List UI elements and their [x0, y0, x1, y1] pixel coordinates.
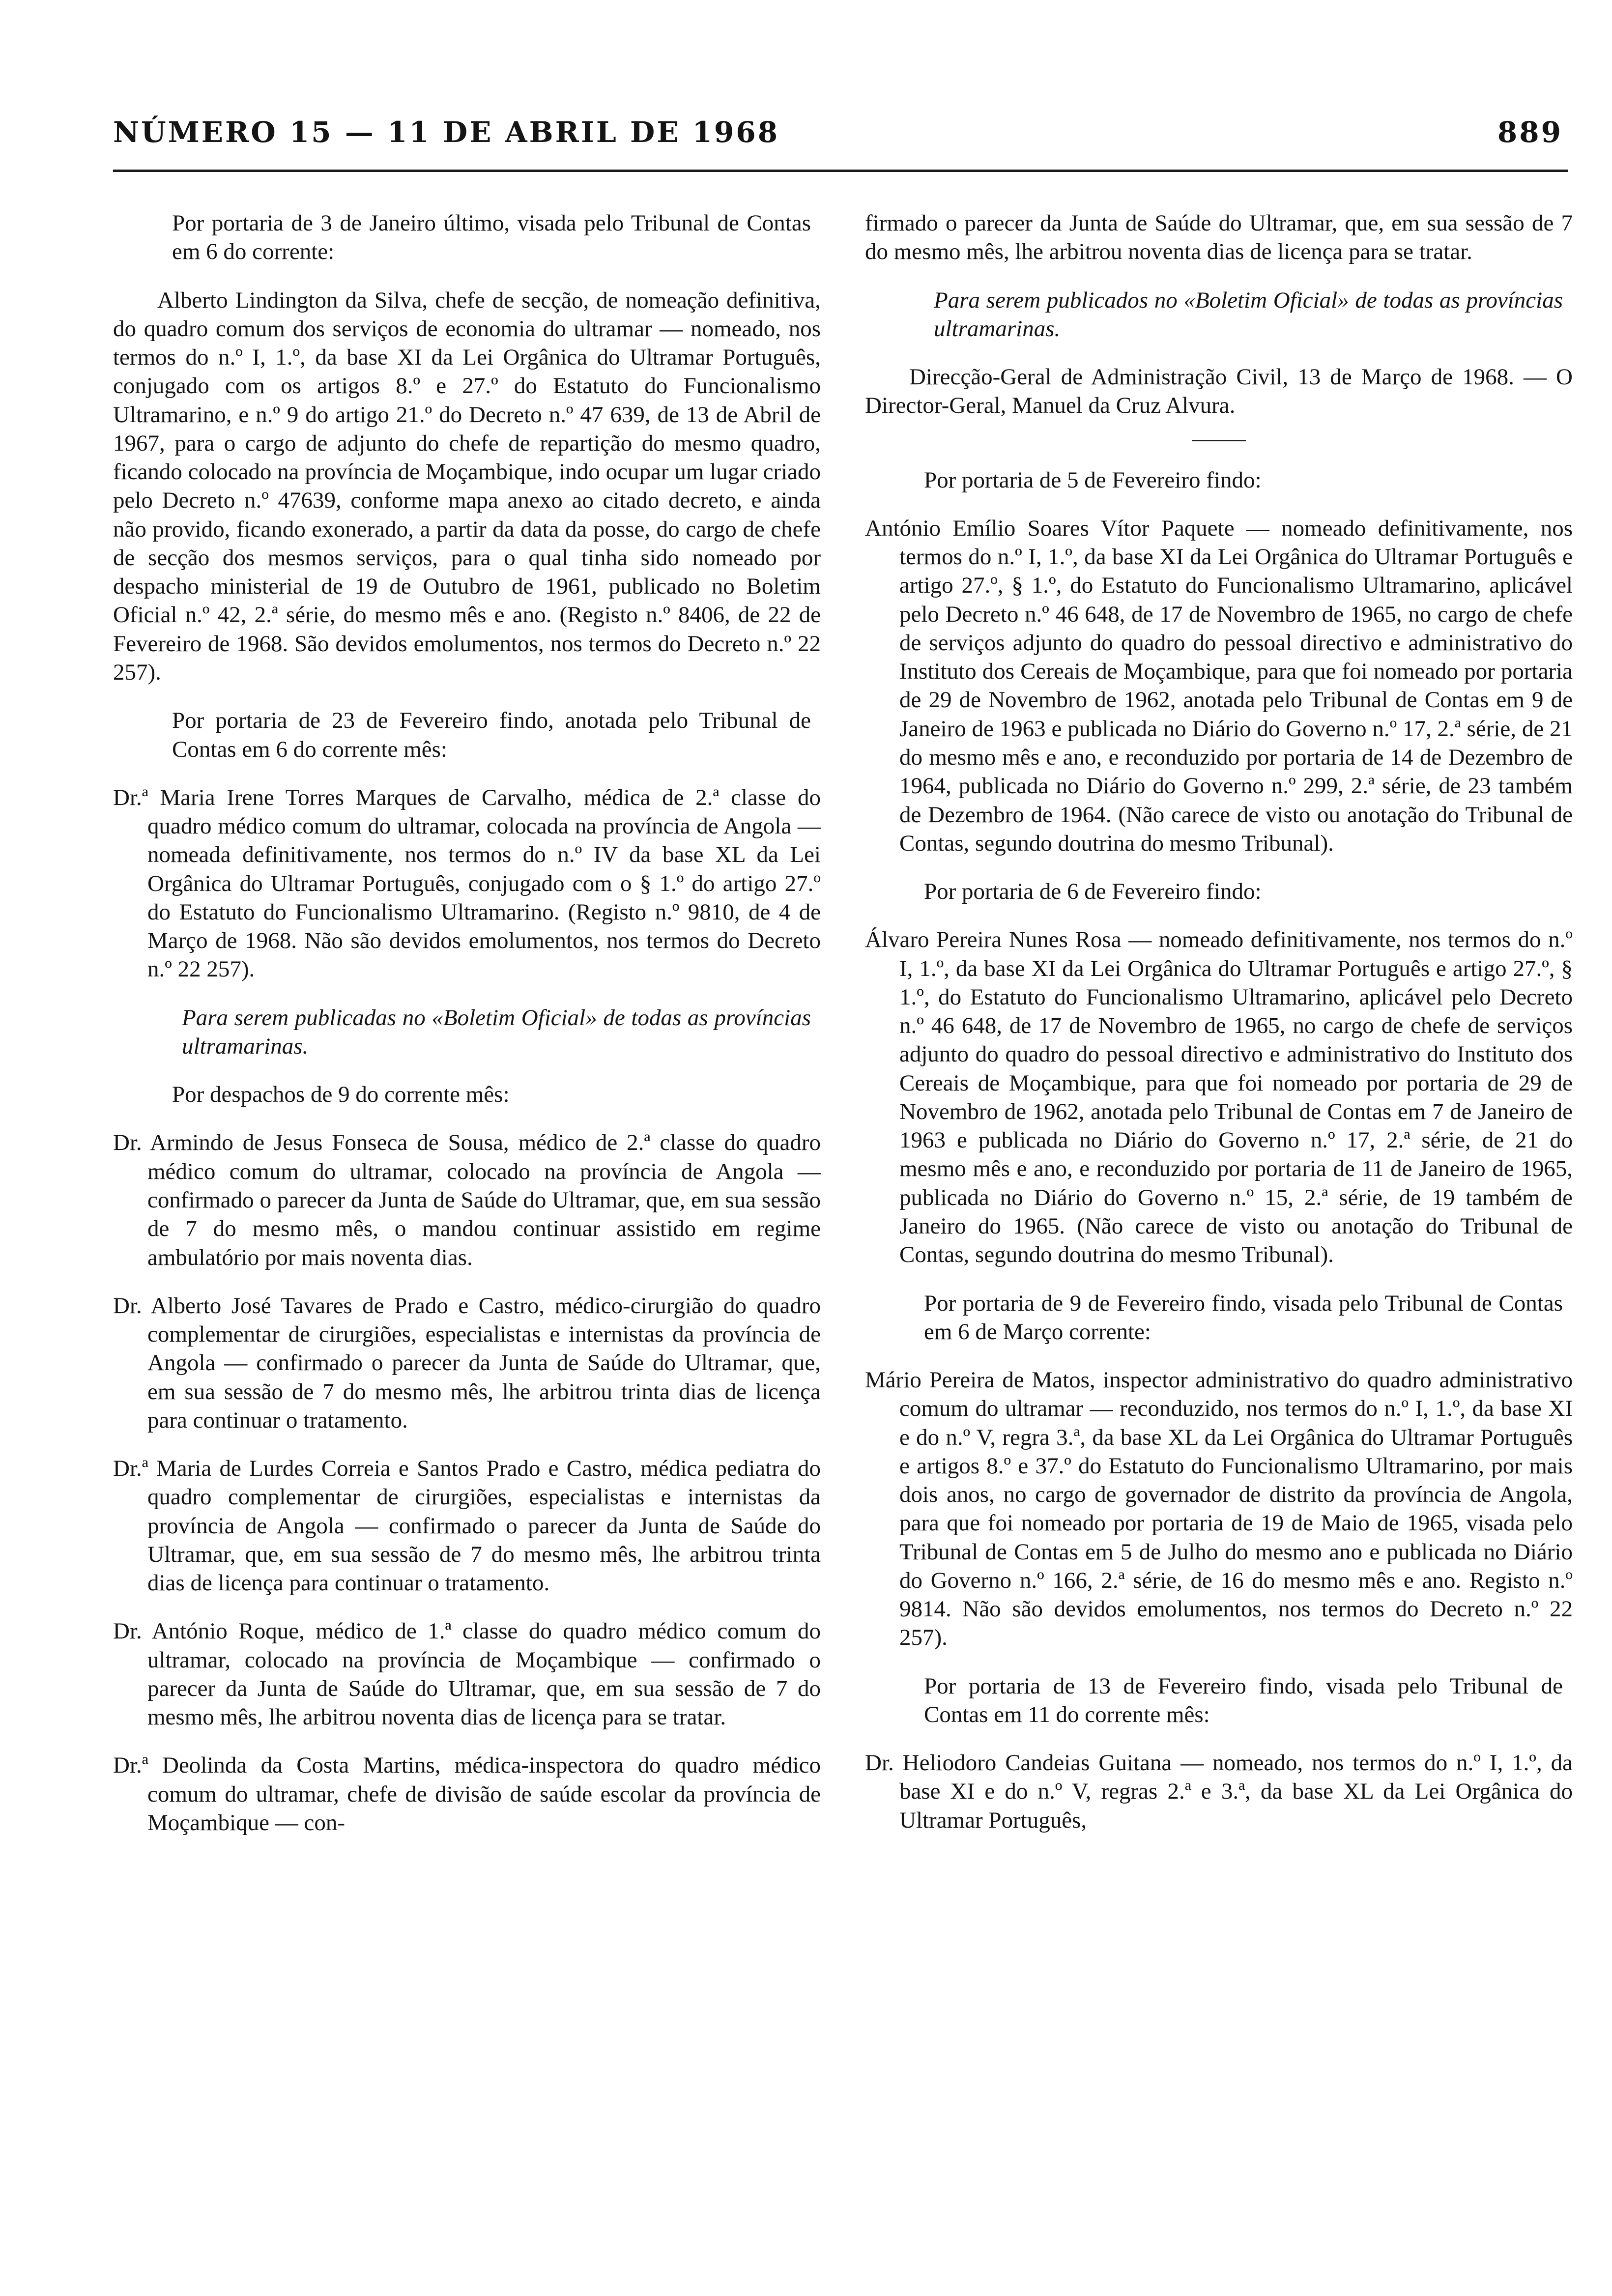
page-header	[113, 106, 1563, 165]
section-intro: Por portaria de 23 de Fevereiro findo, anotada pelo Tribunal de Contas em 6 do corrente mês:	[172, 708, 811, 762]
header-rule	[113, 170, 1568, 172]
signature-line: Direcção-Geral de Administração Civil, 13 de Março de 1968. — O Director-Geral, Manuel da Cruz Alvura.	[865, 364, 1573, 419]
appointment-paragraph: Alberto Lindington da Silva, chefe de secção, de nomeação definitiva, do quadro comum dos serviços de economia do ultramar — nomeado, nos termos do n.º I, 1.º, da base XI da Lei Orgânica do Ultramar Português, conjugado com os artigos 8.º e 27.º do Estatuto do Funcionalismo Ultramarino, e n.º 9 do artigo 21.º do Decreto n.º 47 639, de 13 de Abril de 1967, para o cargo de adjunto do chefe de repartição do mesmo quadro, ficando colocado na província de Moçambique, indo ocupar um lugar criado pelo Decreto n.º 47639, conforme mapa anexo ao citado decreto, e ainda não provido, ficando exonerado, a partir da data da posse, do cargo de chefe de secção dos mesmos serviços, para o qual tinha sido nomeado por despacho ministerial de 19 de Outubro de 1961, publicado no Boletim Oficial n.º 42, 2.ª série, do mesmo mês e ano. (Registo n.º 8406, de 22 de Fevereiro de 1968. São devidos emolumentos, nos termos do Decreto n.º 22 257).	[113, 287, 821, 685]
section-intro: Por portaria de 5 de Fevereiro findo:	[924, 467, 1262, 493]
appointment-paragraph: Dr.ª Maria Irene Torres Marques de Carvalho, médica de 2.ª classe do quadro médico comum do ultramar, colocada na província de Angola — nomeada definitivamente, nos termos do n.º IV da base XL da Lei Orgânica do Ultramar Português, conjugado com o § 1.º do artigo 27.º do Estatuto do Funcionalismo Ultramarino. (Registo n.º 9810, de 4 de Março de 1968. Não são devidos emolumentos, nos termos do Decreto n.º 22 257).	[113, 784, 821, 982]
publication-note: Para serem publicados no «Boletim Oficial» de todas as províncias ultramarinas.	[934, 287, 1563, 342]
publication-note: Para serem publicadas no «Boletim Oficial» de todas as províncias ultramarinas.	[182, 1004, 811, 1059]
issue-line: NÚMERO 15 — 11 DE ABRIL DE 1968	[113, 115, 780, 149]
appointment-paragraph: Álvaro Pereira Nunes Rosa — nomeado definitivamente, nos termos do n.º I, 1.º, da base XI da Lei Orgânica do Ultramar Português e artigo 27.º, § 1.º, do Estatuto do Funcionalismo Ultramarino, aplicável pelo Decreto n.º 46 648, de 17 de Novembro de 1965, no cargo de chefe de serviços adjunto do quadro do pessoal directivo e administrativo do Instituto dos Cereais de Moçambique, para que foi nomeado por portaria de 29 de Novembro de 1962, anotada pelo Tribunal de Contas em 7 de Janeiro de 1963 e publicada no Diário do Governo n.º 17, 2.ª série, de 21 do mesmo mês e ano, e reconduzido por portaria de 11 de Janeiro de 1965, publicada no Diário do Governo n.º 15, 2.ª série, de 19 também de Janeiro do 1965. (Não carece de visto ou anotação do Tribunal de Contas, segundo doutrina do mesmo Tribunal).	[865, 927, 1573, 1268]
page-number: 889	[1497, 115, 1563, 149]
continued-paragraph: firmado o parecer da Junta de Saúde do Ultramar, que, em sua sessão de 7 do mesmo mês, lhe arbitrou noventa dias de licença para se tratar.	[865, 210, 1573, 265]
section-intro: Por portaria de 9 de Fevereiro findo, visada pelo Tribunal de Contas em 6 de Março corrente:	[924, 1290, 1563, 1345]
appointment-paragraph: Dr. Armindo de Jesus Fonseca de Sousa, médico de 2.ª classe do quadro médico comum do ultramar, colocado na província de Angola — confirmado o parecer da Junta de Saúde do Ultramar, que, em sua sessão de 7 do mesmo mês, o mandou continuar assistido em regime ambulatório por mais noventa dias.	[113, 1130, 821, 1270]
section-intro: Por portaria de 13 de Fevereiro findo, visada pelo Tribunal de Contas em 11 do corrente mês:	[924, 1673, 1563, 1727]
left-column	[113, 209, 821, 1857]
section-intro: Por portaria de 3 de Janeiro último, visada pelo Tribunal de Contas em 6 do corrente:	[172, 210, 811, 265]
section-intro: Por despachos de 9 do corrente mês:	[172, 1082, 510, 1108]
appointment-paragraph: Dr. António Roque, médico de 1.ª classe do quadro médico comum do ultramar, colocado na província de Moçambique — confirmado o parecer da Junta de Saúde do Ultramar, que, em sua sessão de 7 do mesmo mês, lhe arbitrou noventa dias de licença para se tratar.	[113, 1618, 821, 1730]
appointment-paragraph: Dr.ª Deolinda da Costa Martins, médica-inspectora do quadro médico comum do ultramar, chefe de divisão de saúde escolar da província de Moçambique — con-	[113, 1752, 821, 1836]
section-divider	[1192, 440, 1246, 441]
appointment-paragraph: Dr.ª Maria de Lurdes Correia e Santos Prado e Castro, médica pediatra do quadro complementar de cirurgiões, especialistas e internistas da província de Angola — confirmado o parecer da Junta de Saúde do Ultramar, que, em sua sessão de 7 do mesmo mês, lhe arbitrou trinta dias de licença para continuar o tratamento.	[113, 1456, 821, 1596]
appointment-paragraph: António Emílio Soares Vítor Paquete — nomeado definitivamente, nos termos do n.º I, 1.º, da base XI da Lei Orgânica do Ultramar Português e artigo 27.º, § 1.º, do Estatuto do Funcionalismo Ultramarino, aplicável pelo Decreto n.º 46 648, de 17 de Novembro de 1965, no cargo de chefe de serviços adjunto do quadro do pessoal directivo e administrativo do Instituto dos Cereais de Moçambique, para que foi nomeado por portaria de 29 de Novembro de 1962, anotada pelo Tribunal de Contas em 9 de Janeiro de 1963 e publicada no Diário do Governo n.º 17, 2.ª série, de 21 do mesmo mês e ano, e reconduzido por portaria de 14 de Dezembro de 1964, publicada no Diário do Governo n.º 299, 2.ª série, de 23 também de Dezembro de 1964. (Não carece de visto ou anotação do Tribunal de Contas, segundo doutrina do mesmo Tribunal).	[865, 515, 1573, 856]
appointment-paragraph: Mário Pereira de Matos, inspector administrativo do quadro administrativo comum do ultramar — reconduzido, nos termos do n.º I, 1.º, da base XI e do n.º V, regra 3.ª, da base XL da Lei Orgânica do Ultramar Português e artigos 8.º e 37.º do Estatuto do Funcionalismo Ultramarino, por mais dois anos, no cargo de governador de distrito da província de Angola, para que foi nomeado por portaria de 19 de Maio de 1965, visada pelo Tribunal de Contas em 5 de Julho do mesmo ano e publicada no Diário do Governo n.º 166, 2.ª série, de 16 do mesmo mês e ano. Registo n.º 9814. Não são devidos emolumentos, nos termos do Decreto n.º 22 257).	[865, 1367, 1573, 1651]
right-column	[865, 209, 1573, 1854]
appointment-paragraph: Dr. Alberto José Tavares de Prado e Castro, médico-cirurgião do quadro complementar de cirurgiões, especialistas e internistas da província de Angola — confirmado o parecer da Junta de Saúde do Ultramar, que, em sua sessão de 7 do mesmo mês, lhe arbitrou trinta dias de licença para continuar o tratamento.	[113, 1292, 821, 1433]
section-intro: Por portaria de 6 de Fevereiro findo:	[924, 879, 1262, 905]
appointment-paragraph: Dr. Heliodoro Candeias Guitana — nomeado, nos termos do n.º I, 1.º, da base XI e do n.º V, regras 2.ª e 3.ª, da base XL da Lei Orgânica do Ultramar Português,	[865, 1750, 1573, 1833]
